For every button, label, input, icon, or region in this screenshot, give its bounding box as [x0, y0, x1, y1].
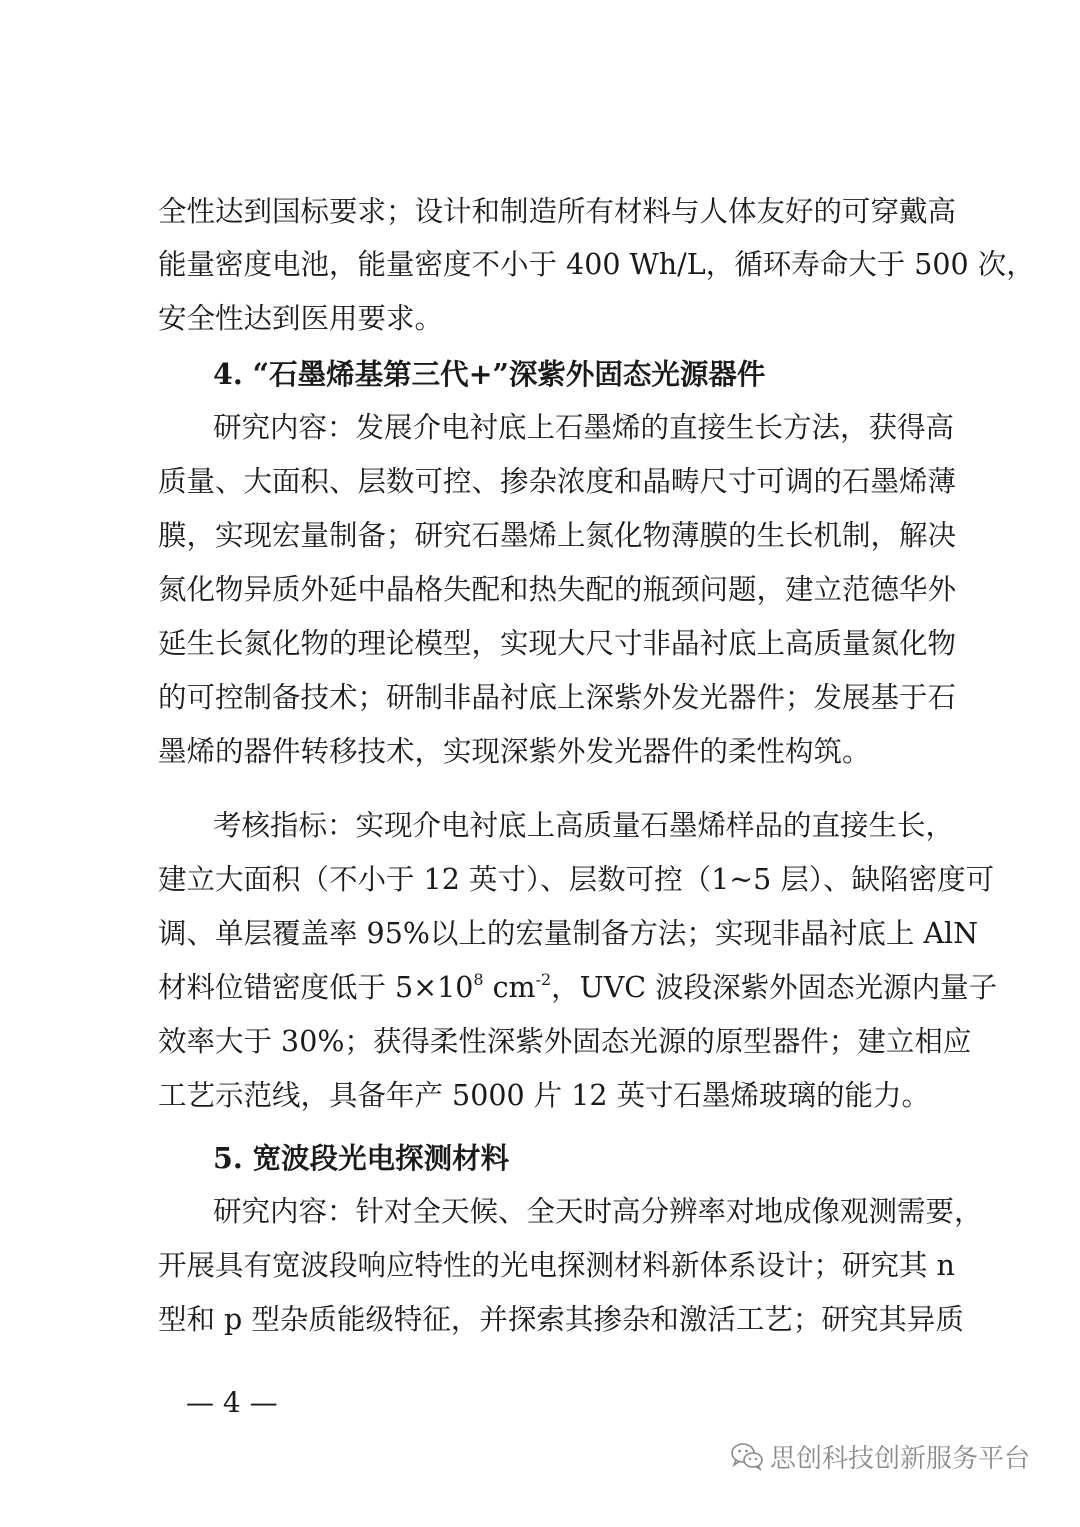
paragraph-line: 研究内容：针对全天候、全天时高分辨率对地成像观测需要，: [213, 1195, 983, 1228]
paragraph-line: 的可控制备技术；研制非晶衬底上深紫外发光器件；发展基于石: [158, 681, 957, 714]
paragraph-line: 质量、大面积、层数可控、掺杂浓度和晶畴尺寸可调的石墨烯薄: [158, 465, 957, 498]
paragraph-line: 全性达到国标要求；设计和制造所有材料与人体友好的可穿戴高: [158, 195, 957, 228]
paragraph-line: 氮化物异质外延中晶格失配和热失配的瓶颈问题，建立范德华外: [158, 573, 957, 606]
paragraph-line: 工艺示范线，具备年产 5000 片 12 英寸石墨烯玻璃的能力。: [158, 1079, 931, 1112]
paragraph-line: 开展具有宽波段响应特性的光电探测材料新体系设计；研究其 n: [158, 1249, 955, 1282]
paragraph-line: 膜，实现宏量制备；研究石墨烯上氮化物薄膜的生长机制，解决: [158, 519, 957, 552]
watermark-text: 思创科技创新服务平台: [770, 1443, 1031, 1474]
paragraph-line: 考核指标：实现介电衬底上高质量石墨烯样品的直接生长，: [213, 809, 955, 842]
paragraph-line-with-superscript: [158, 963, 998, 1013]
superscript: -2: [535, 970, 552, 989]
superscript: 8: [473, 970, 484, 989]
watermark: [730, 1436, 1030, 1476]
wechat-icon: [730, 1441, 764, 1471]
paragraph-line: 延生长氮化物的理论模型，实现大尺寸非晶衬底上高质量氮化物: [158, 627, 957, 660]
section-heading-4: 4. “石墨烯基第三代+”深紫外固态光源器件: [213, 357, 766, 391]
text-run: cm: [483, 971, 536, 1004]
paragraph-line: 型和 p 型杂质能级特征，并探索其掺杂和激活工艺；研究其异质: [158, 1303, 964, 1336]
page-number: — 4 —: [186, 1386, 278, 1419]
paragraph-line: 能量密度电池，能量密度不小于 400 Wh/L，循环寿命大于 500 次，: [158, 248, 1035, 281]
paragraph-line: 安全性达到医用要求。: [158, 302, 444, 335]
paragraph-line: 墨烯的器件转移技术，实现深紫外发光器件的柔性构筑。: [158, 735, 871, 768]
paragraph-line: 调、单层覆盖率 95%以上的宏量制备方法；实现非晶衬底上 AlN: [158, 917, 979, 950]
paragraph-line: 研究内容：发展介电衬底上石墨烯的直接生长方法，获得高: [213, 411, 955, 444]
paragraph-line: 建立大面积（不小于 12 英寸）、层数可控（1~5 层）、缺陷密度可: [158, 863, 995, 896]
text-run: 材料位错密度低于 5×10: [158, 971, 474, 1004]
section-heading-5: 5. 宽波段光电探测材料: [213, 1141, 510, 1175]
paragraph-line: 效率大于 30%；获得柔性深紫外固态光源的原型器件；建立相应: [158, 1025, 972, 1058]
text-run: ，UVC 波段深紫外固态光源内量子: [551, 971, 998, 1004]
